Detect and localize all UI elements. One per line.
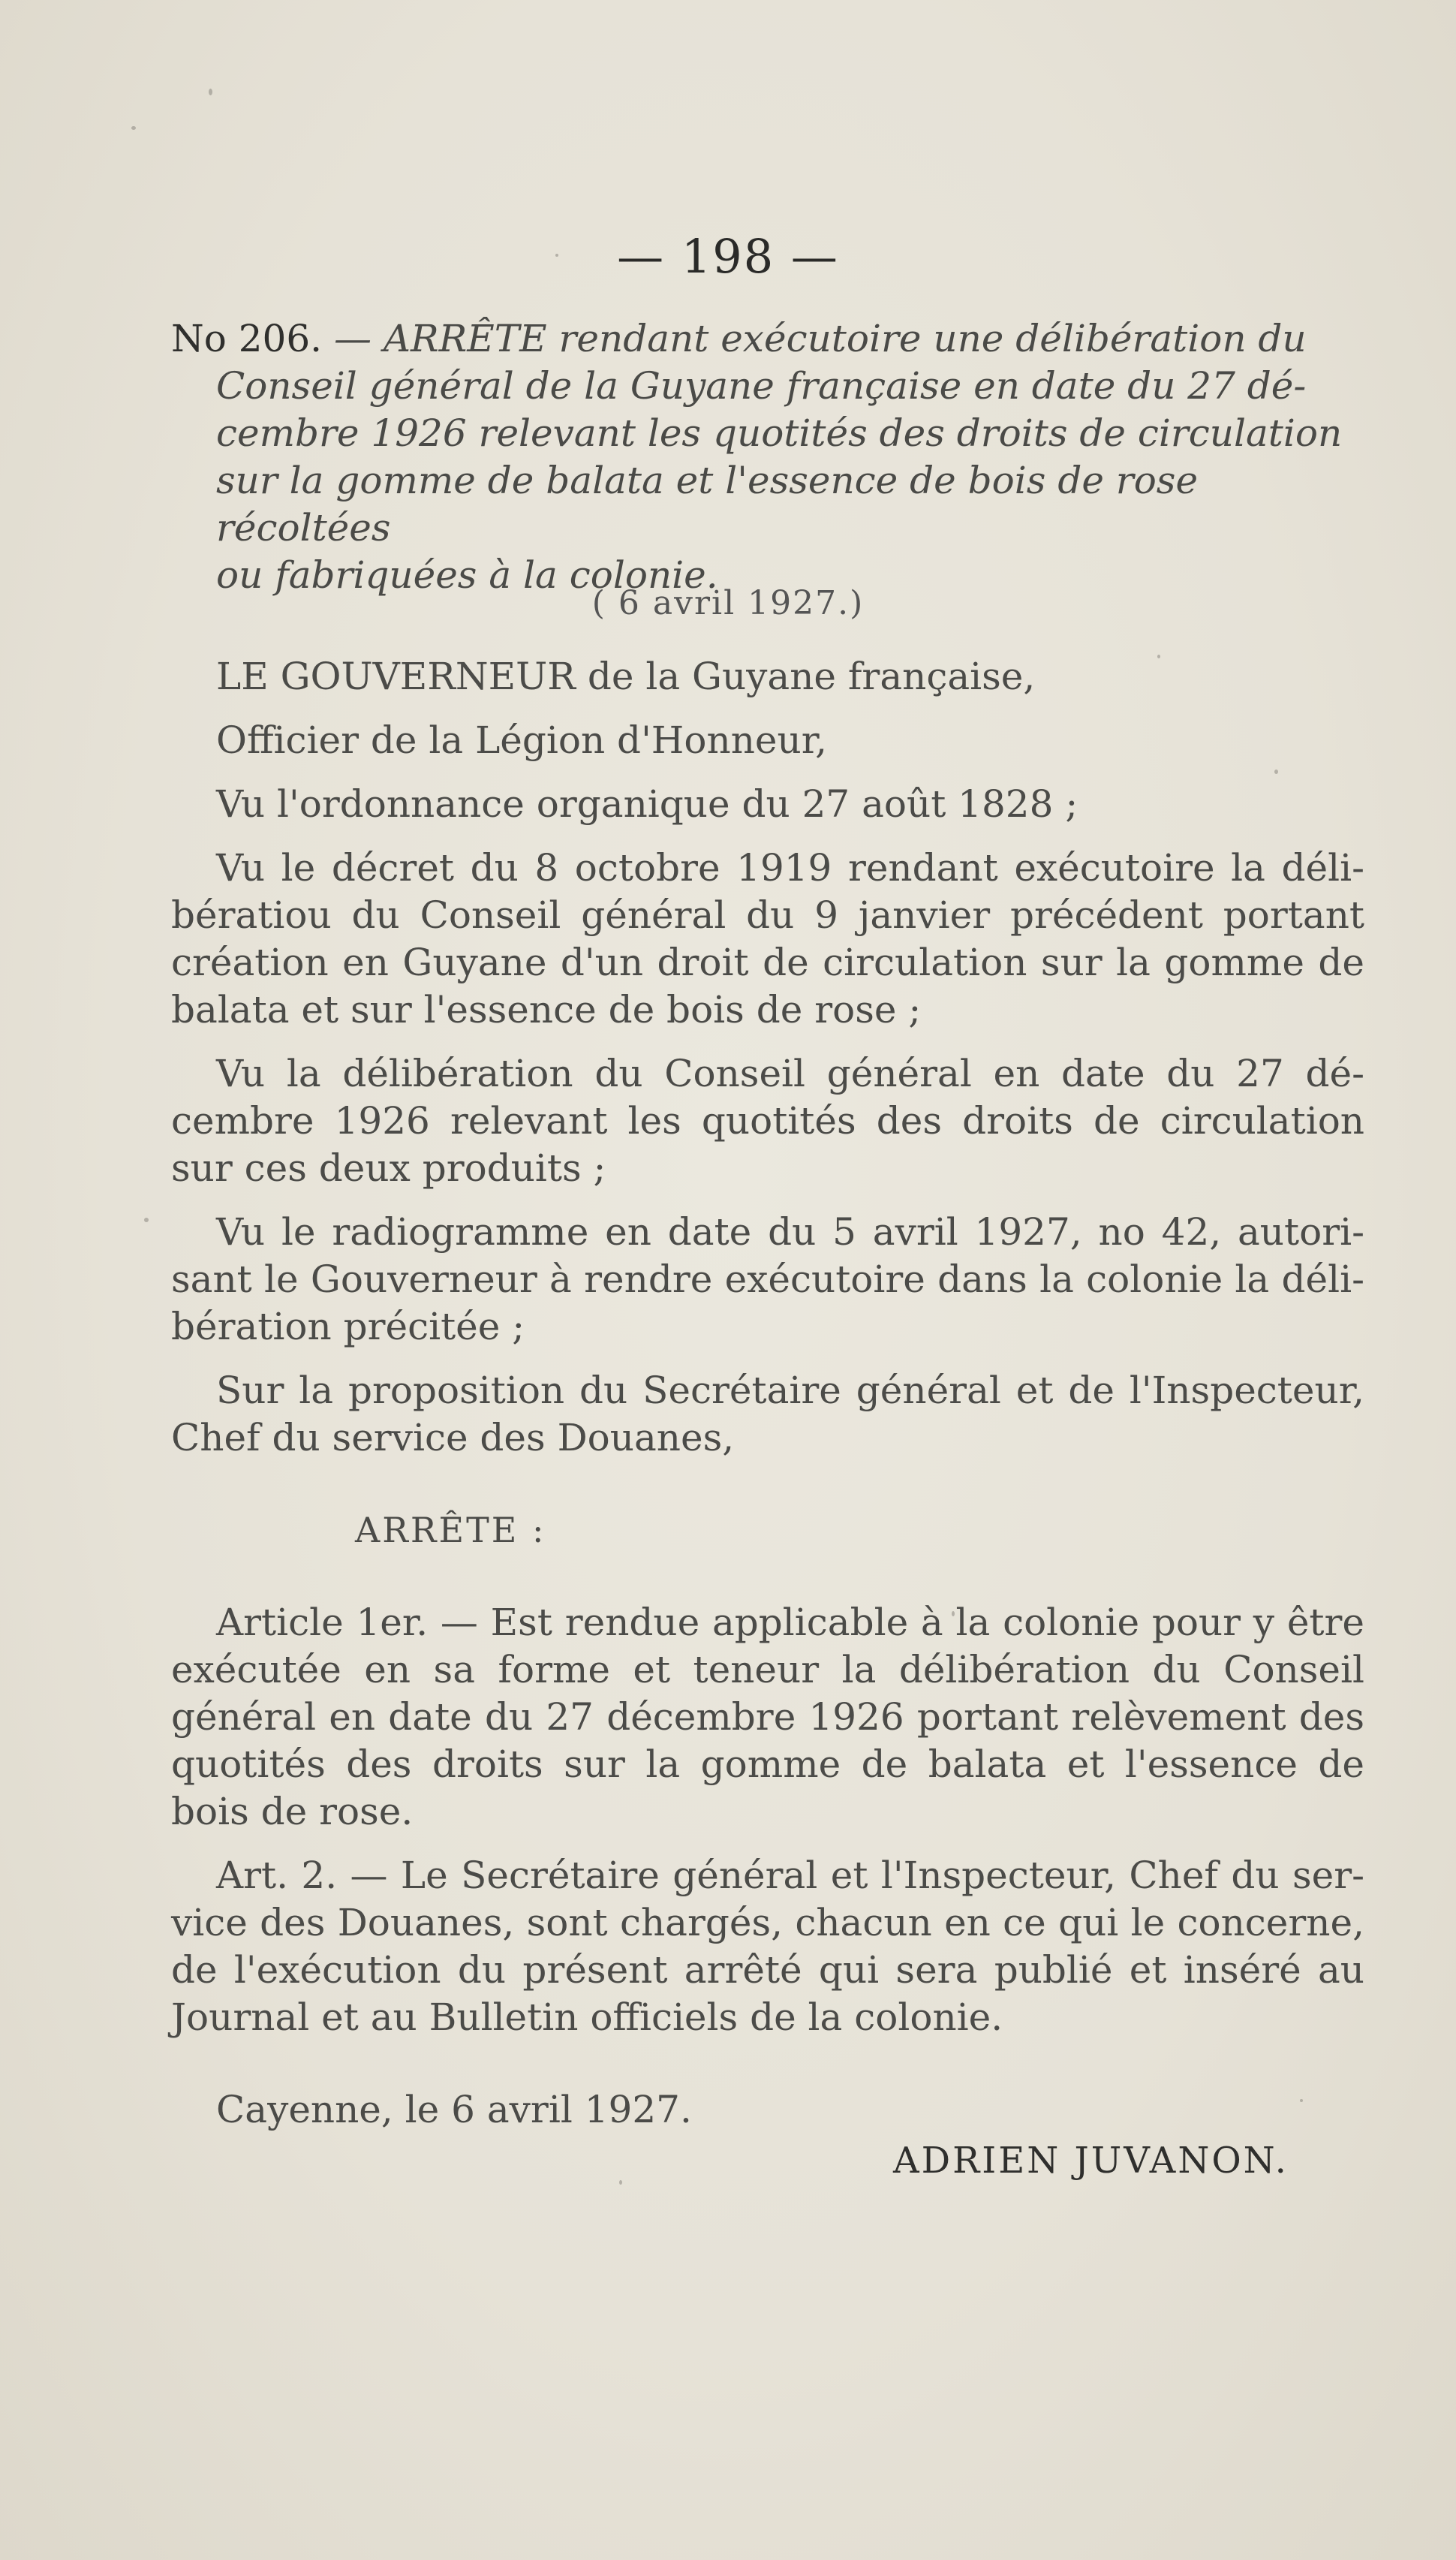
article-2: Art. 2. — Le Secrétaire général et l'Inspecteur, Chef du ser-vice des Douanes, sont chargés, chacun en ce qui le concerne, de l'exécution du présent arrêté qui sera publié et inséré au Journal et au Bulletin officiels de la colonie.	[171, 1854, 1364, 2039]
decree-title	[171, 315, 1364, 599]
governor-title: Officier de la Légion d'Honneur,	[216, 718, 828, 762]
proposal-paragraph: Sur la proposition du Secrétaire général et de l'Inspecteur, Chef du service des Douanes,	[171, 1369, 1364, 1459]
considerant-paragraph: Vu le radiogramme en date du 5 avril 1927, no 42, autori-sant le Gouverneur à rendre exécutoire dans la colonie la déli-bération précitée ;	[171, 1210, 1364, 1348]
article-1: Article 1er. — Est rendue applicable à la colonie pour y être exécutée en sa forme et teneur la délibération du Conseil général en date du 27 décembre 1926 portant relèvement des quotités des droits sur la gomme de balata et l'essence de bois de rose.	[171, 1601, 1364, 1833]
dust-speck	[131, 126, 136, 130]
dust-speck	[209, 89, 212, 95]
dust-speck	[144, 1218, 149, 1222]
decree-title-line: sur la gomme de balata et l'essence de bois de rose récoltées	[216, 459, 1199, 550]
decree-title-line: Conseil général de la Guyane française en date du 27 dé-	[216, 364, 1307, 408]
decree-date: ( 6 avril 1927.)	[591, 584, 865, 622]
decree-title-line: — ARRÊTE rendant exécutoire une délibération du	[322, 317, 1307, 360]
considerant-paragraph: Vu le décret du 8 octobre 1919 rendant exécutoire la déli-bératiou du Conseil général du 9 janvier précédent portant création en Guyane d'un droit de circulation sur la gomme de balata et sur l'essence de bois de rose ;	[171, 846, 1364, 1032]
considerant-paragraph: Vu l'ordonnance organique du 27 août 1828 ;	[216, 782, 1078, 826]
place-and-date: Cayenne, le 6 avril 1927.	[216, 2088, 692, 2131]
arrete-heading: ARRÊTE :	[355, 1510, 546, 1550]
signature: ADRIEN JUVANON.	[893, 2140, 1289, 2182]
decree-title-line: cembre 1926 relevant les quotités des droits de circulation	[216, 411, 1343, 455]
decree-body	[171, 653, 1364, 2150]
considerant-paragraph: Vu la délibération du Conseil général en date du 27 dé-cembre 1926 relevant les quotités des droits de circulation sur ces deux produits ;	[171, 1052, 1364, 1190]
decree-number: No 206.	[171, 317, 323, 360]
page-number: — 198 —	[617, 229, 839, 284]
governor-heading: LE GOUVERNEUR de la Guyane française,	[216, 655, 1036, 698]
decree-title-line: ou fabriquées à la colonie.	[216, 553, 718, 597]
dust-speck	[619, 2180, 622, 2185]
